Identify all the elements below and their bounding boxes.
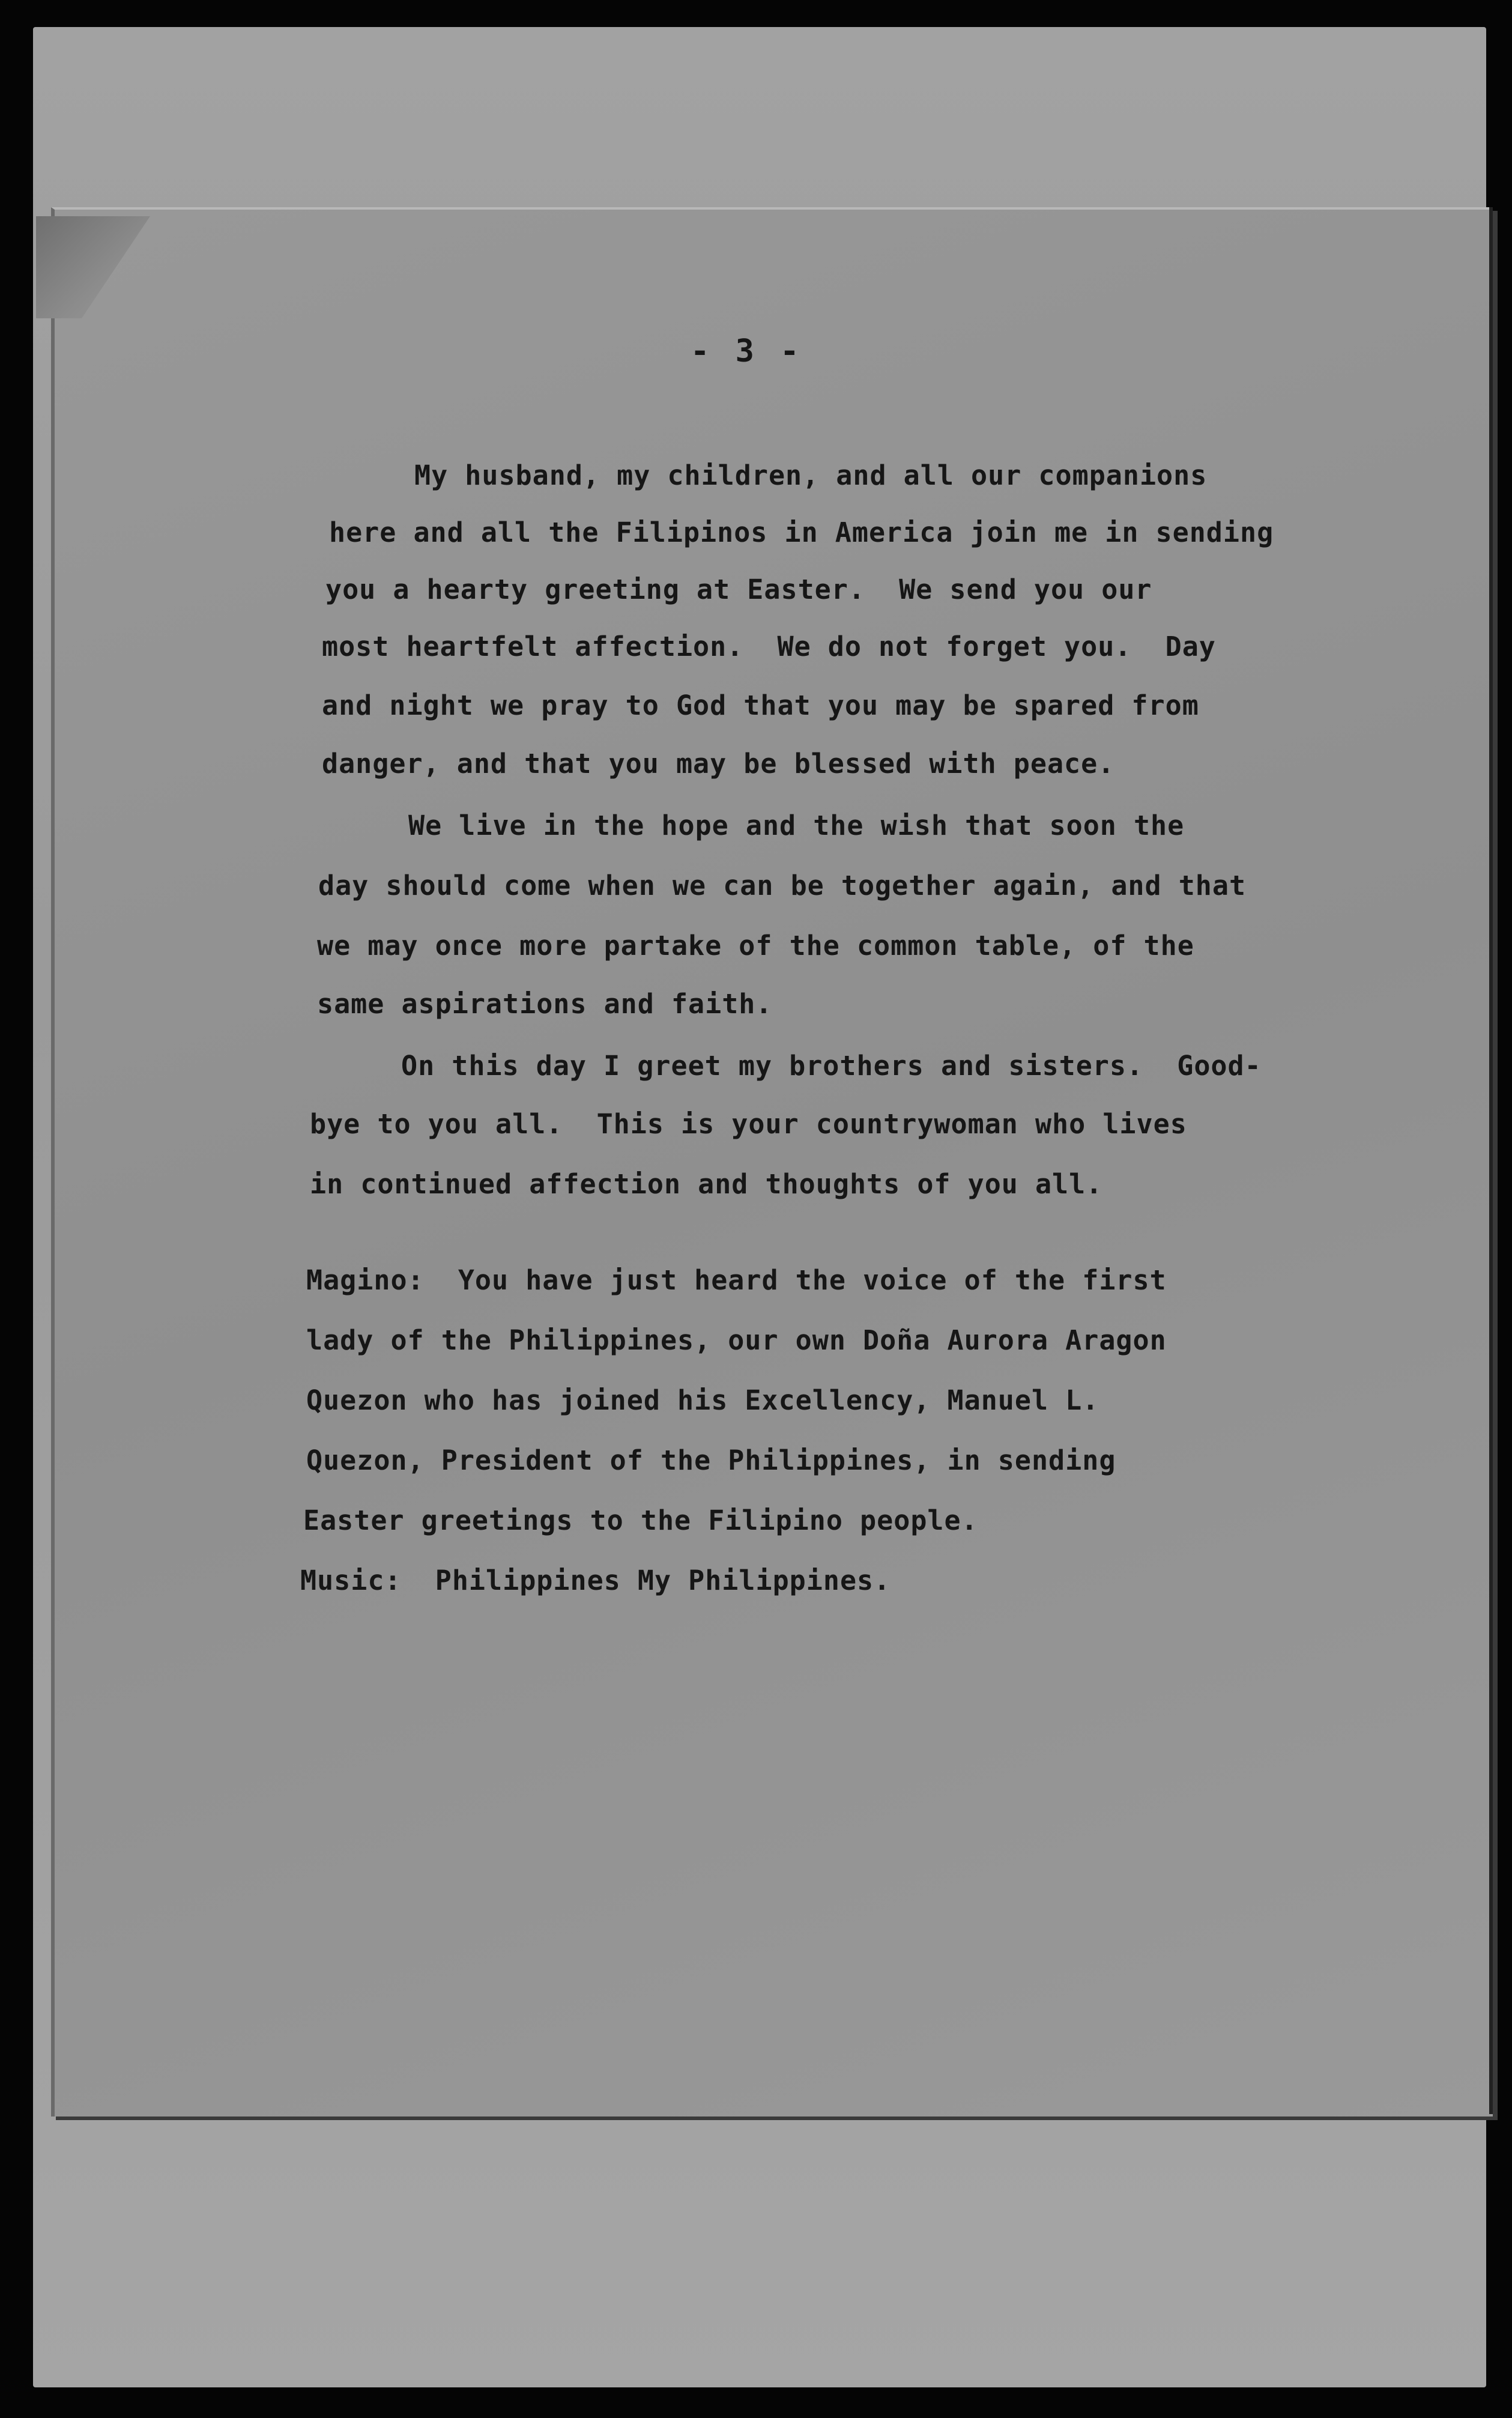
paragraph-2-line: day should come when we can be together again, and that bbox=[318, 870, 1247, 901]
paragraph-2-line: same aspirations and faith. bbox=[317, 988, 773, 1020]
announcer-line: Quezon who has joined his Excellency, Manuel L. bbox=[306, 1384, 1099, 1416]
paragraph-1-line: My husband, my children, and all our companions bbox=[414, 459, 1208, 491]
announcer-line: Quezon, President of the Philippines, in sending bbox=[306, 1444, 1116, 1476]
paragraph-1-line: you a hearty greeting at Easter. We send you our bbox=[325, 574, 1152, 605]
paragraph-3-line: bye to you all. This is your countrywoman who lives bbox=[310, 1108, 1187, 1140]
paragraph-3-line: On this day I greet my brothers and sisters. Good- bbox=[401, 1050, 1262, 1082]
page-number: - 3 - bbox=[691, 333, 803, 369]
paragraph-2-line: we may once more partake of the common table, of the bbox=[317, 930, 1194, 962]
paragraph-3-line: in continued affection and thoughts of you all. bbox=[310, 1168, 1103, 1200]
announcer-line: lady of the Philippines, our own Doña Aurora Aragon bbox=[306, 1324, 1167, 1356]
announcer-line: Magino: You have just heard the voice of the first bbox=[306, 1264, 1167, 1296]
announcer-line: Easter greetings to the Filipino people. bbox=[303, 1504, 978, 1536]
paragraph-1-line: danger, and that you may be blessed with peace. bbox=[322, 748, 1115, 780]
music-cue: Music: Philippines My Philippines. bbox=[300, 1565, 891, 1596]
paragraph-1-line: here and all the Filipinos in America join me in sending bbox=[329, 517, 1274, 548]
paragraph-2-line: We live in the hope and the wish that soon the bbox=[408, 810, 1185, 841]
paragraph-1-line: and night we pray to God that you may be spared from bbox=[322, 689, 1199, 721]
paragraph-1-line: most heartfelt affection. We do not forget you. Day bbox=[322, 631, 1216, 662]
